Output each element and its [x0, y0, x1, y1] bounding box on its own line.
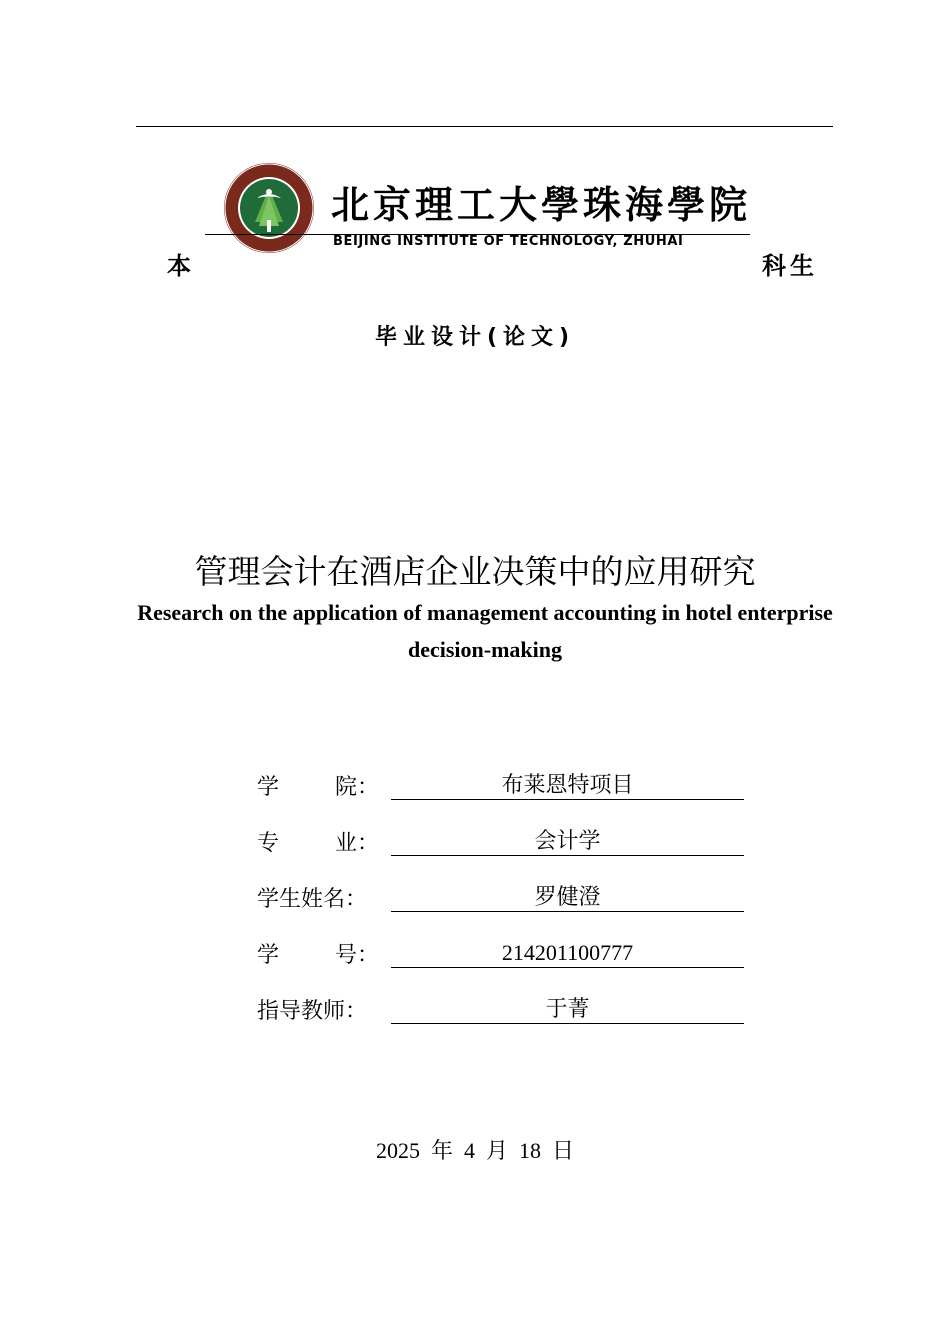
- info-value: 布莱恩特项目: [391, 768, 744, 800]
- info-row-major: [257, 824, 747, 880]
- side-text-right: 科生: [762, 252, 818, 280]
- university-emblem-icon: [223, 162, 315, 254]
- info-row-student-id: [257, 936, 747, 992]
- info-value: 罗健澄: [391, 880, 744, 912]
- info-row-student-name: [257, 880, 747, 936]
- info-label: 学 院：: [257, 775, 379, 800]
- info-value: 会计学: [391, 824, 744, 856]
- info-row-advisor: [257, 992, 747, 1048]
- info-label: 学 号：: [257, 943, 379, 968]
- info-value: 214201100777: [391, 936, 744, 968]
- logo-english-name: BEIJING INSTITUTE OF TECHNOLOGY, ZHUHAI: [333, 234, 684, 249]
- document-type-heading: 毕业设计(论文): [374, 325, 576, 350]
- submission-date: 2025 年 4 月 18 日: [375, 1138, 574, 1163]
- logo-chinese-name: 北京理工大學珠海學院: [331, 183, 752, 227]
- info-row-college: [257, 768, 747, 824]
- info-label: 专 业：: [257, 831, 379, 856]
- info-label: 学生姓名：: [257, 887, 368, 912]
- side-text-left: 本: [167, 252, 195, 280]
- info-label: 指导教师：: [257, 999, 368, 1024]
- thesis-title-english: Research on the application of management accounting in hotel enterprise decision-making: [137, 600, 833, 662]
- thesis-title-chinese: 管理会计在酒店企业决策中的应用研究: [194, 552, 756, 591]
- university-logo: [205, 160, 750, 256]
- info-value: 于菁: [391, 992, 744, 1024]
- top-rule: [136, 126, 833, 127]
- student-info-block: [257, 768, 747, 1048]
